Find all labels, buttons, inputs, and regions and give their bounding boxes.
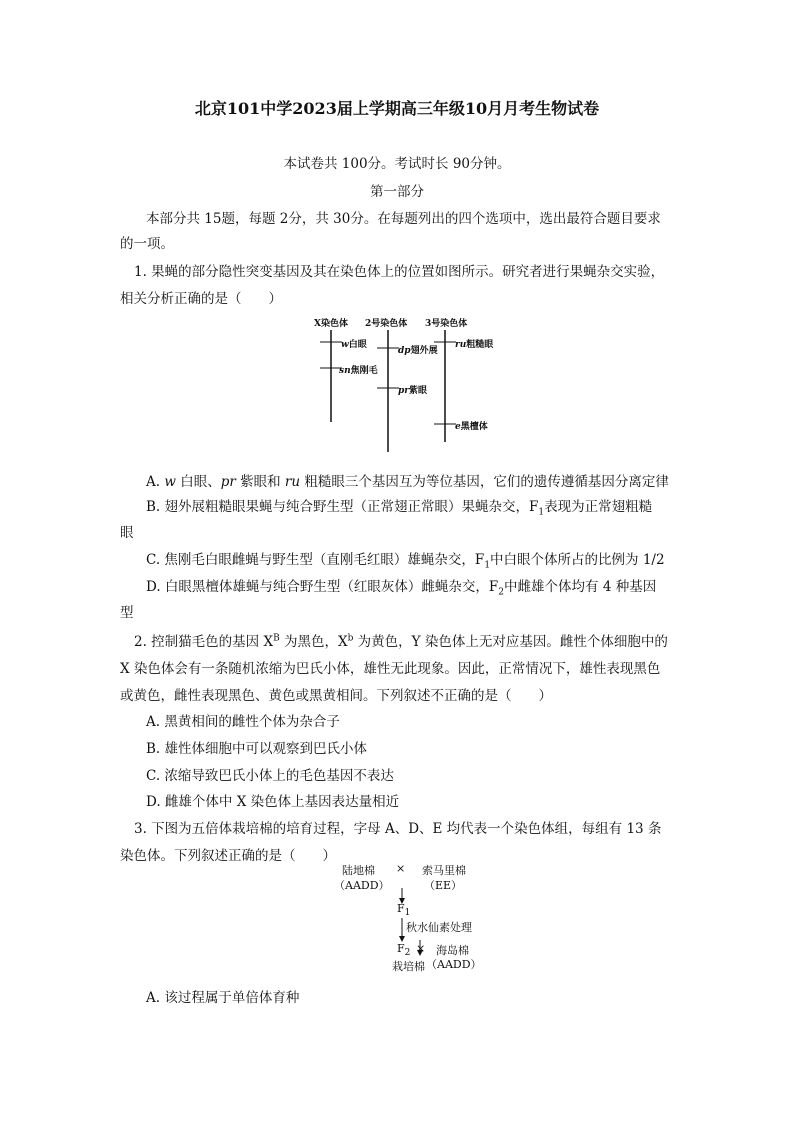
q2-stem-line-2: X 染色体会有一条随机浓缩为巴氏小体，雄性无此现象。因此，正常情况下，雄性表现黑色: [120, 661, 661, 677]
page-title: 北京101中学2023届上学期高三年级10月月考生物试卷: [194, 99, 600, 118]
q1-stem-line-1: 1. 果蝇的部分隐性突变基因及其在染色体上的位置如图所示。研究者进行果蝇杂交实验，: [134, 264, 665, 280]
q1-option-b-line-1: B. 翅外展粗糙眼果蝇与纯合野生型（正常翅正常眼）果蝇杂交，$F_1$表现为正常翅粗糙: [146, 499, 653, 518]
parent-sea-island-genome: （AADD）: [426, 958, 482, 971]
parent-upland-genome: （AADD）: [334, 879, 390, 892]
q3-stem-line-1: 3. 下图为五倍体栽培棉的培育过程，字母 A、D、E 均代表一个染色体组，每组有 13 条: [134, 821, 662, 837]
q1-option-d-line-2: 型: [120, 605, 134, 621]
exam-info: 本试卷共 100分。考试时长 90分钟。: [283, 156, 511, 172]
parent-upland-cotton: 陆地棉: [342, 864, 375, 877]
x-chromosome-label: X染色体: [314, 319, 348, 329]
cultivated-cotton-result: 栽培棉: [392, 960, 425, 973]
parent-somali-genome: （EE）: [424, 879, 463, 892]
q1-option-d-line-1: D. 白眼黑檀体雄蝇与纯合野生型（红眼灰体）雌蝇杂交，$F_2$中雌雄个体均有 4 种基因: [146, 579, 657, 598]
f1-label: $F_1$: [397, 902, 411, 919]
q2-stem-line-1: 2. 控制猫毛色的基因 $X^B$ 为黑色，$X^b$ 为黄色，Y 染色体上无对应基因。雌性个体细胞中的: [134, 633, 668, 650]
parent-sea-island-cotton: 海岛棉: [436, 944, 469, 957]
gene-pr-label: pr紫眼: [398, 386, 428, 396]
parent-somali-cotton: 索马里棉: [422, 864, 466, 877]
f2-label: $F_2$: [397, 942, 411, 959]
cross-symbol-2: ×: [416, 942, 426, 955]
q1-option-a: A. w 白眼、pr 紫眼和 ru 粗糙眼三个基因互为等位基因，它们的遗传遵循基因分离定律: [146, 474, 669, 490]
gene-ru-label: ru粗糙眼: [455, 340, 494, 350]
q1-stem-line-2: 相关分析正确的是（ ）: [120, 291, 282, 307]
q1-option-b-line-2: 眼: [120, 525, 134, 541]
cross-symbol-1: ×: [396, 862, 406, 875]
q2-stem-line-3: 或黄色，雌性表现黑色、黄色或黑黄相间。下列叙述不正确的是（ ）: [120, 688, 552, 704]
instructions-line-2: 的一项。: [120, 236, 174, 252]
gene-e-label: e黑檀体: [455, 422, 488, 432]
q3-stem-line-2: 染色体。下列叙述正确的是（ ）: [120, 848, 336, 864]
q2-option-a: A. 黑黄相间的雌性个体为杂合子: [146, 714, 340, 730]
chromosome-2-label: 2号染色体: [365, 319, 408, 329]
chromosome-figure: [310, 312, 510, 457]
q2-option-b: B. 雄性体细胞中可以观察到巴氏小体: [146, 741, 368, 757]
q1-option-c: C. 焦刚毛白眼雌蝇与野生型（直刚毛红眼）雄蝇杂交，$F_1$中白眼个体所占的比例为 1/2: [146, 552, 665, 571]
gene-sn-label: sn焦刚毛: [339, 366, 378, 376]
breeding-figure: [330, 860, 490, 975]
instructions-line-1: 本部分共 15题，每题 2分，共 30分。在每题列出的四个选项中，选出最符合题目要求: [146, 211, 661, 227]
chromosome-3-label: 3号染色体: [425, 319, 468, 329]
q2-option-d: D. 雌雄个体中 X 染色体上基因表达量相近: [146, 794, 400, 810]
q2-option-c: C. 浓缩导致巴氏小体上的毛色基因不表达: [146, 768, 394, 784]
colchicine-treatment-label: 秋水仙素处理: [406, 921, 472, 934]
gene-w-label: w白眼: [341, 340, 367, 350]
gene-dp-label: dp翅外展: [398, 346, 438, 356]
q3-option-a: A. 该过程属于单倍体育种: [146, 990, 300, 1006]
part-heading: 第一部分: [370, 184, 424, 200]
